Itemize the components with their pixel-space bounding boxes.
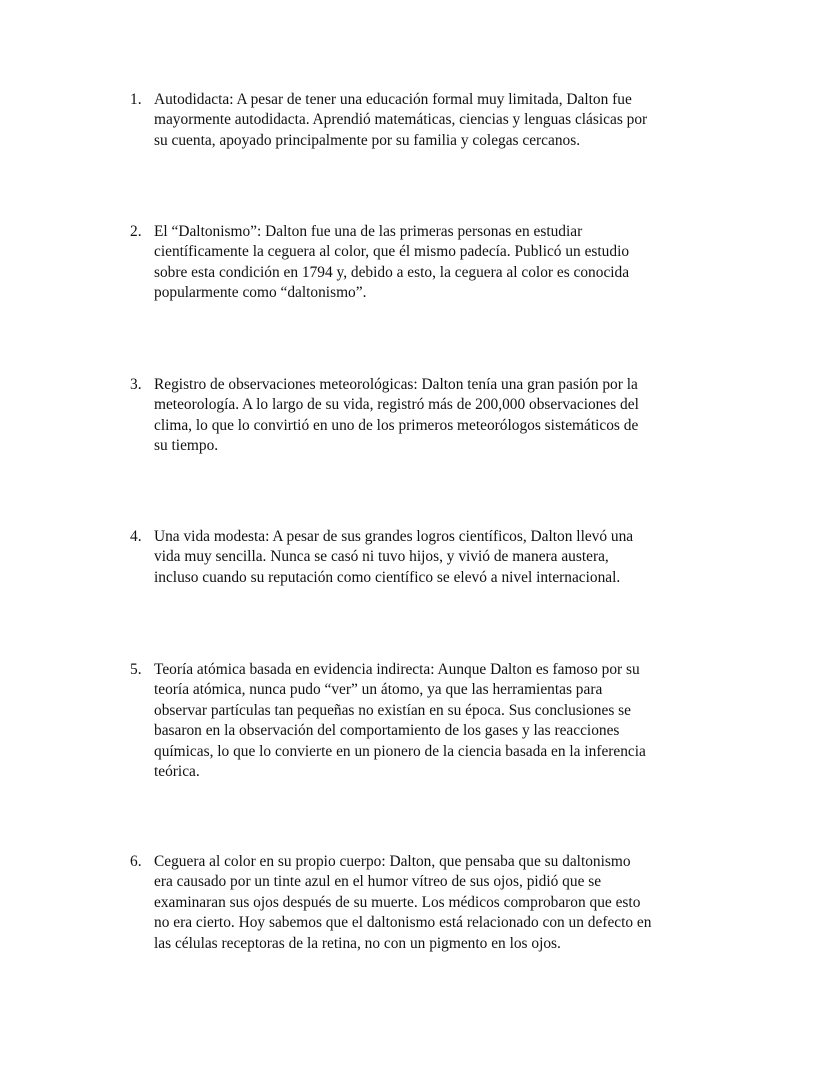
list-item-3 (130, 375, 660, 457)
list-item-number: 2. (130, 223, 142, 240)
list-item-text: Autodidacta: A pesar de tener una educación formal muy limitada, Dalton fue mayormente autodidacta. Aprendió matemáticas, ciencias y lenguas clásicas por su cuenta, apoyado principalmente por su familia y colegas cercanos. (154, 91, 648, 149)
list-item-number: 1. (130, 91, 142, 108)
list-item-number: 6. (130, 853, 142, 870)
list-item-6 (130, 852, 660, 954)
list-item-4 (130, 527, 660, 588)
list-item-text: Una vida modesta: A pesar de sus grandes logros científicos, Dalton llevó una vida muy sencilla. Nunca se casó ni tuvo hijos, y vivió de manera austera, incluso cuando su reputación como científico se elevó a nivel internacional. (154, 528, 634, 586)
list-item-text: Ceguera al color en su propio cuerpo: Dalton, que pensaba que su daltonismo era causado por un tinte azul en el humor vítreo de sus ojos, pidió que se examinaran sus ojos después de su muerte. Los médicos comprobaron que esto no era cierto. Hoy sabemos que el daltonismo está relacionado con un defecto en las células receptoras de la retina, no con un pigmento en los ojos. (154, 853, 652, 952)
list-item-text: Teoría atómica basada en evidencia indirecta: Aunque Dalton es famoso por su teoría atómica, nunca pudo “ver” un átomo, ya que las herramientas para observar partículas tan pequeñas no existían en su época. Sus conclusiones se basaron en la observación del comportamiento de los gases y las reacciones químicas, lo que lo convierte en un pionero de la ciencia basada en la inferencia teórica. (154, 661, 646, 781)
list-item-1 (130, 90, 660, 151)
list-item-number: 5. (130, 661, 142, 678)
list-item-5 (130, 660, 660, 782)
list-item-2 (130, 222, 660, 304)
list-item-number: 4. (130, 528, 142, 545)
list-item-number: 3. (130, 376, 142, 393)
list-item-text: Registro de observaciones meteorológicas: Dalton tenía una gran pasión por la meteorología. A lo largo de su vida, registró más de 200,000 observaciones del clima, lo que lo convirtió en uno de los primeros meteorólogos sistemáticos de su tiempo. (154, 376, 639, 455)
list-item-text: El “Daltonismo”: Dalton fue una de las primeras personas en estudiar científicamente la ceguera al color, que él mismo padecía. Publicó un estudio sobre esta condición en 1794 y, debido a esto, la ceguera al color es conocida popularmente como “daltonismo”. (154, 223, 630, 302)
